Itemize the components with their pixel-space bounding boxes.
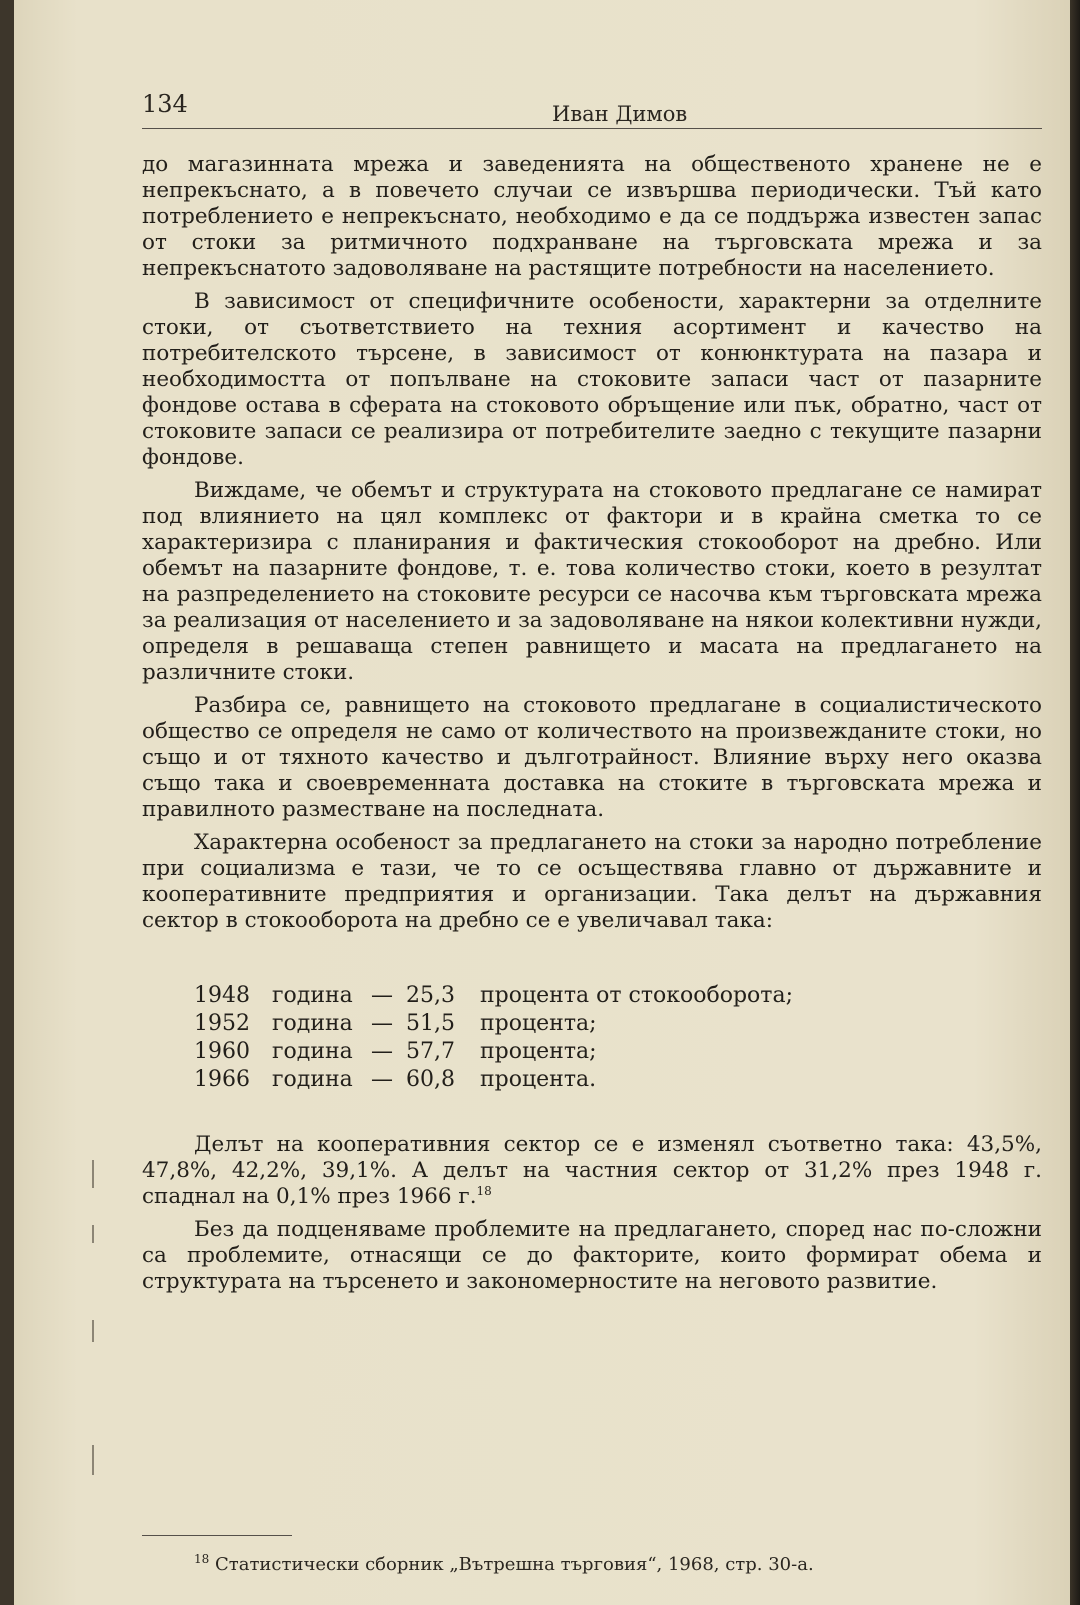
stats-value: 60,8 [406,1067,455,1092]
stats-row [194,1010,1042,1038]
paragraph-2: В зависимост от специфичните особености, характерни за отделните стоки, от съответствието на техния асортимент и качество на потребителското търсене, в зависимост от конюнктурата на пазара и необходимостта от попълване на стоковите запаси част от пазарните фондове остава в сферата на стоковото обръщение или пък, обратно, част от стоковите запаси се реализира от потребителите заедно с текущите пазарни фондове. [142,289,1042,470]
footnote-reference[interactable]: 18 [476,1183,492,1198]
stats-dash: — [371,983,393,1008]
margin-pencil-mark [92,1225,94,1243]
page-header [142,84,1042,134]
header-rule [142,128,1042,129]
margin-pencil-mark [92,1320,94,1342]
stats-year: 1948 [194,983,250,1008]
stats-dash: — [371,1067,393,1092]
stats-year: 1966 [194,1067,250,1092]
paragraph-3: Виждаме, че обемът и структурата на стоковото предлагане се намират под влиянието на цял комплекс от фактори и в крайна сметка то се характеризира с планирания и фактическия стокооборот на дребно. Или обемът на пазарните фондове, т. е. това количество стоки, което в резултат на разпределението на стоковите ресурси се насочва към търговската мрежа за реализация от населението и за задоволяване на някои колективни нужди, определя в решаваща степен равнището и масата на предлагането на различните стоки. [142,478,1042,685]
margin-pencil-mark [92,1160,94,1188]
paragraph-1: до магазинната мрежа и заведенията на общественото хранене не е непрекъснато, а в повечето случаи се извършва периодически. Тъй като потреблението е непрекъснато, необходимо е да се поддържа известен запас от стоки за ритмичното подхранване на търговската мрежа и за непрекъснатото задоволяване на растящите потребности на населението. [142,152,1042,281]
running-head: Иван Димов [552,102,688,126]
body-text [142,152,1042,1302]
stats-word: година [272,983,353,1008]
page-edge-shadow [1070,0,1080,1605]
stats-dash: — [371,1011,393,1036]
paragraph-5: Характерна особеност за предлагането на стоки за народно потребление при социализма е тази, че то се осъществява главно от държавните и кооперативните предприятия и организации. Така делът на държавния сектор в стокооборота на дребно се е увеличавал така: [142,830,1042,933]
stats-unit: процента; [480,1011,597,1036]
stats-row [194,982,1042,1010]
stats-word: година [272,1067,353,1092]
footnote-rule [142,1535,292,1536]
stats-unit: процента; [480,1039,597,1064]
state-sector-share-list [194,982,1042,1094]
stats-row [194,1038,1042,1066]
footnote [142,1554,1042,1575]
stats-value: 25,3 [406,983,455,1008]
stats-word: година [272,1039,353,1064]
stats-value: 51,5 [406,1011,455,1036]
footnote-text: Статистически сборник „Вътрешна търговия“, 1968, стр. 30-а. [215,1554,814,1575]
stats-year: 1952 [194,1011,250,1036]
stats-word: година [272,1011,353,1036]
footnote-number: 18 [194,1552,210,1566]
footnote-area [142,1535,1042,1575]
book-page [14,0,1080,1605]
stats-row [194,1066,1042,1094]
paragraph-7: Без да подценяваме проблемите на предлагането, според нас по-сложни са проблемите, отнасящи се до факторите, които формират обема и структурата на търсенето и закономерностите на неговото развитие. [142,1217,1042,1294]
stats-year: 1960 [194,1039,250,1064]
paragraph-6-text: Делът на кооперативния сектор се е изменял съответно така: 43,5%, 47,8%, 42,2%, 39,1%. А делът на частния сектор от 31,2% през 1948 г. спаднал на 0,1% през 1966 г. [142,1132,1042,1209]
stats-value: 57,7 [406,1039,455,1064]
page-number: 134 [142,90,188,118]
stats-unit: процента от стокооборота; [480,983,794,1008]
paragraph-6 [142,1132,1042,1210]
stats-unit: процента. [480,1067,597,1092]
stats-dash: — [371,1039,393,1064]
paragraph-4: Разбира се, равнището на стоковото предлагане в социалистическото общество се определя не само от количеството на произвежданите стоки, но също и от тяхното качество и дълготрайност. Влияние върху него оказва също така и своевременната доставка на стоките в търговската мрежа и правилното разместване на последната. [142,693,1042,822]
margin-pencil-mark [92,1445,94,1475]
